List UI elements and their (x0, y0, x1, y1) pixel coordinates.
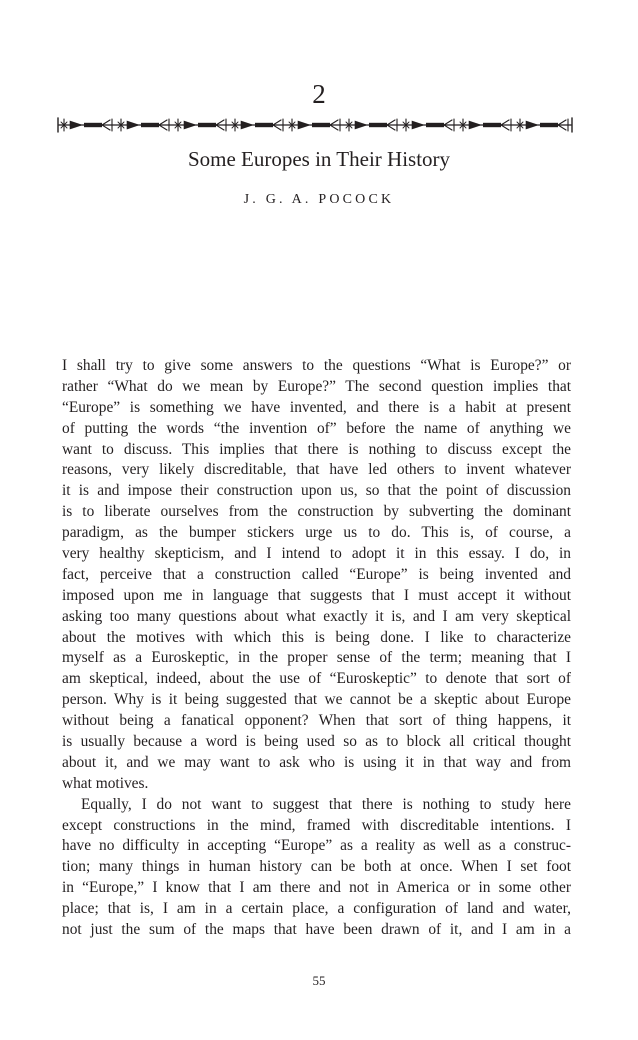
body-line: tion; many things in human history can be both at once. When I set foot (62, 858, 571, 876)
body-line: am skeptical, indeed, about the use of “Euroskeptic” to denote that sort of (62, 670, 571, 688)
body-line: “Europe” is something we have invented, and there is a habit at present (62, 398, 571, 416)
body-line: I shall try to give some answers to the questions “What is Europe?” or (62, 357, 571, 374)
body-line: about the motives with which this is being done. I like to characterize (62, 628, 571, 646)
body-line: reasons, very likely discreditable, that have led others to invent whatever (62, 461, 571, 479)
body-line: of putting the words “the invention of” before the name of anything we (62, 419, 571, 437)
body-line: not just the sum of the maps that have been drawn of it, and I am in a (62, 921, 571, 939)
body-line: Equally, I do not want to suggest that there is nothing to study here (81, 795, 571, 813)
chapter-number: 2 (312, 79, 326, 109)
page-number: 55 (312, 973, 326, 988)
body-line: very healthy skepticism, and I intend to adopt it in this essay. I do, in (62, 545, 571, 563)
body-line: about it, and we may want to ask who is using it in that way and from (62, 753, 571, 771)
body-line: have no difficulty in accepting “Europe” as a reality as well as a construc- (62, 837, 571, 855)
body-line: paradigm, as the bumper stickers urge us to do. This is, of course, a (62, 524, 571, 542)
body-line: in “Europe,” I know that I am there and not in America or in some other (62, 879, 571, 897)
body-line: asking too many questions about what exactly it is, and I am very skeptical (62, 607, 571, 625)
body-line: rather “What do we mean by Europe?” The second question implies that (62, 377, 571, 395)
body-line: imposed upon me in language that suggests that I must accept it without (62, 586, 571, 604)
chapter-title: Some Europes in Their History (187, 147, 451, 171)
body-line: is to liberate ourselves from the construction by subverting the dominant (62, 503, 571, 521)
body-line: myself as a Euroskeptic, in the proper sense of the term; meaning that I (62, 649, 571, 667)
decorative-rule (57, 113, 573, 137)
body-line: fact, perceive that a construction called “Europe” is being invented and (62, 565, 571, 583)
body-line: it is and impose their construction upon us, so that the point of discussion (62, 482, 571, 500)
body-line: want to discuss. This implies that there is nothing to discuss except the (62, 440, 571, 458)
body-text (62, 356, 571, 941)
chapter-author: J. G. A. POCOCK (243, 192, 395, 207)
body-line: place; that is, I am in a certain place, a configuration of land and water, (62, 900, 571, 918)
body-line: except constructions in the mind, framed with discreditable intentions. I (62, 816, 571, 834)
body-line: without being a fanatical opponent? When that sort of thing happens, it (62, 712, 571, 730)
body-line: what motives. (62, 774, 149, 792)
body-line: person. Why is it being suggested that we cannot be a skeptic about Europe (62, 691, 571, 709)
body-line: is usually because a word is being used so as to block all critical thought (62, 733, 571, 751)
